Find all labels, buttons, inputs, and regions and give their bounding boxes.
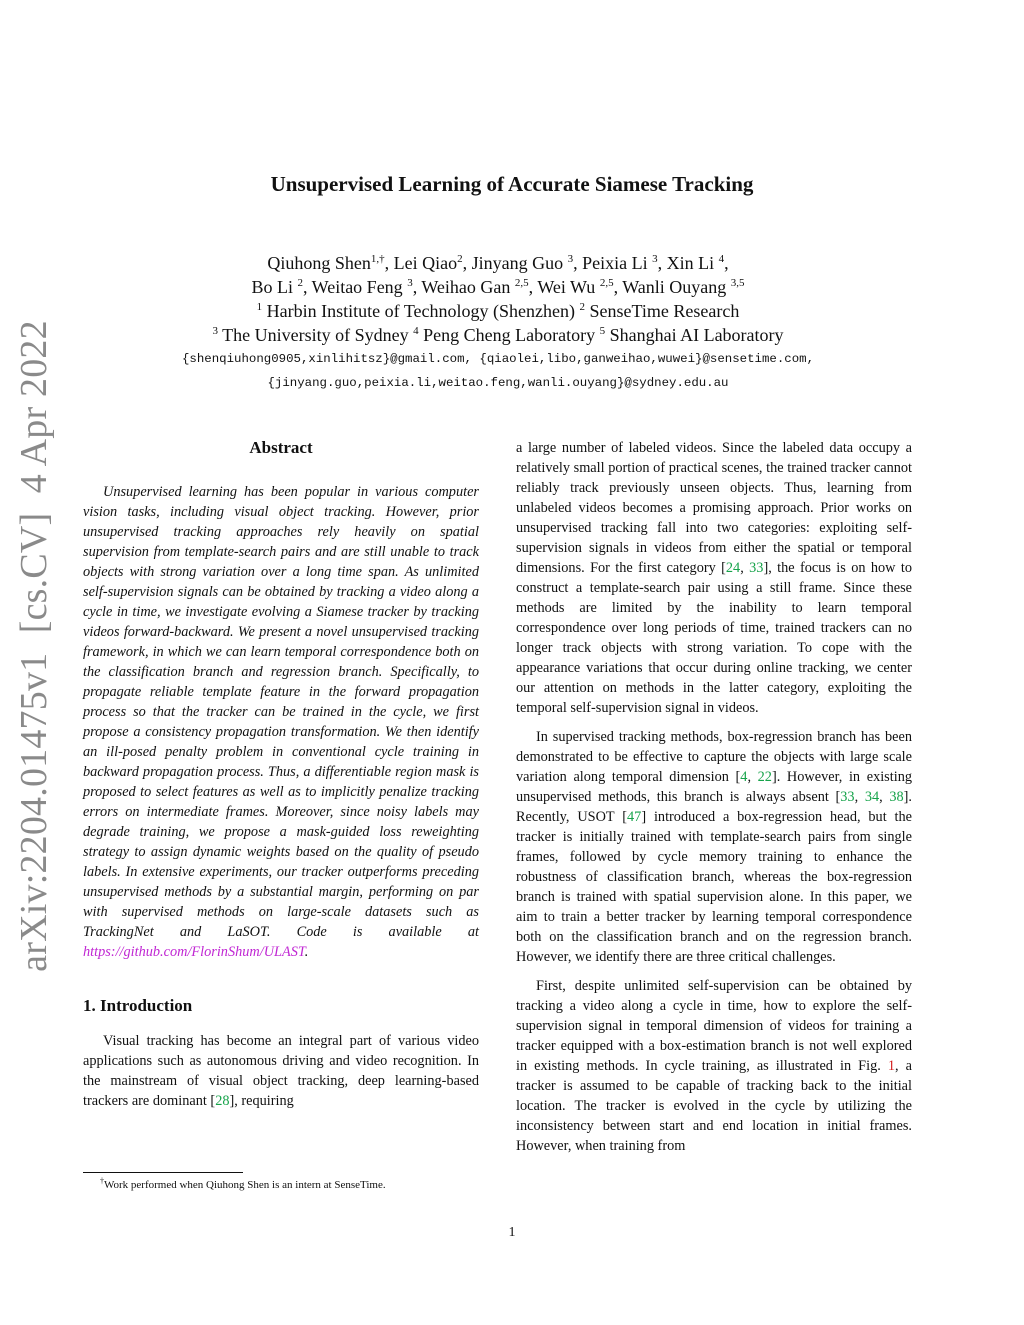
citation-link[interactable]: 34 (864, 789, 880, 805)
footnote (100, 1178, 386, 1192)
affiliation-marker: 1 (256, 301, 263, 313)
author-affiliation-marker: 4 (718, 253, 725, 265)
author-name: Lei Qiao (393, 253, 458, 273)
footnote-divider (83, 1172, 243, 1173)
author-affiliation-marker: 3 (567, 253, 574, 265)
citation-separator: , (740, 560, 750, 576)
author-separator: , (724, 253, 729, 273)
email-line: {jinyang.guo,peixia.li,weitao.feng,wanli.ouyang}@sydney.edu.au (267, 376, 729, 390)
right-column (516, 438, 912, 1156)
author-name: Xin Li (666, 253, 719, 273)
left-column (83, 437, 479, 1111)
abstract-text: Unsupervised learning has been popular in various computer vision tasks, including visual object tracking. However, prior unsupervised tracking approaches rely heavily on spatial supervision from template-search pairs and are still unable to track objects with strong variation over a long time span. As unlimited self-supervision signals can be obtained by tracking a video along a cycle in time, we investigate evolving a Siamese tracker by tracking videos forward-backward. We present a novel unsupervised tracking framework, in which we can learn temporal correspondence both on the classification branch and regression branch. Specifically, to propagate reliable template feature in the forward propagation process so that the tracker can be trained in the cycle, we first propose a consistency propagation transformation. We then identify an ill-posed penalty problem in conventional cycle training in backward propagation process. Thus, a differentiable region mask is proposed to select features as well as to implicitly penalize tracking errors on intermediate frames. Moreover, since noisy labels may degrade training, we propose a mask-guided loss reweighting strategy to assign dynamic weights based on the quality of pseudo labels. In extensive experiments, our tracker outperforms preceding unsupervised methods by a substantial margin, performing on par with supervised methods on large-scale datasets such as TrackingNet and LaSOT. Code is available at (83, 484, 479, 940)
abstract-body (83, 482, 479, 962)
author-name: Weihao Gan (421, 277, 515, 297)
arxiv-identifier: arXiv:2204.01475v1 [cs.CV] 4 Apr 2022 (13, 320, 55, 972)
page-number: 1 (508, 1225, 516, 1240)
author-name: Wanli Ouyang (622, 277, 731, 297)
affiliation-line (100, 323, 896, 347)
author-separator: , (412, 277, 422, 297)
author-affiliation-marker: 3,5 (730, 277, 745, 289)
author-name: Wei Wu (537, 277, 600, 297)
author-affiliation-marker: 3 (652, 253, 658, 265)
affiliation-name: The University of Sydney (217, 325, 414, 345)
abstract-end: . (304, 944, 309, 960)
author-separator: , (613, 277, 623, 297)
citation-link[interactable]: 33 (749, 560, 764, 576)
citation-separator: , (747, 769, 758, 785)
affiliation-marker: 5 (599, 325, 606, 337)
affiliation-marker: 3 (212, 325, 218, 337)
affiliation-name: SenseTime Research (585, 301, 740, 321)
email-block (60, 347, 936, 395)
affiliation-line (100, 299, 896, 323)
introduction-heading: 1. Introduction (83, 996, 193, 1015)
author-affiliation-marker: 2 (457, 253, 463, 265)
author-separator: , (302, 277, 312, 297)
author-name: Bo Li (251, 277, 298, 297)
author-name: Weitao Feng (311, 277, 408, 297)
citation-separator: , (854, 789, 865, 805)
citation-separator: , (879, 789, 890, 805)
author-affiliation-marker: 3 (407, 277, 413, 289)
intro-text: Visual tracking has become an integral part of various video applications such as autonomous driving and video recognition. In the mainstream of visual object tracking, deep learning-based trackers are dominant [ (83, 1033, 479, 1109)
body-paragraph (516, 438, 912, 718)
author-name: Peixia Li (582, 253, 653, 273)
paper-title: Unsupervised Learning of Accurate Siamese Tracking (270, 172, 754, 196)
body-paragraph (516, 727, 912, 967)
author-separator: , (384, 253, 394, 273)
intro-text: ], requiring (229, 1093, 294, 1109)
author-separator: , (573, 253, 583, 273)
body-text: ], the focus is on how to construct a template-search pair using a still frame. Since these methods are limited by the inability to learn temporal correspondence over long periods of time, trained trackers can no longer track objects with strong variation. To cope with the appearance variations that occur during online tracking, we center our attention on methods in the latter category, exploiting the temporal self-supervision signal in videos. (516, 560, 912, 716)
citation-link[interactable]: 28 (215, 1093, 230, 1109)
author-separator: , (657, 253, 667, 273)
citation-link[interactable]: 22 (757, 769, 772, 785)
abstract-heading: Abstract (249, 438, 313, 457)
code-url-link[interactable]: https://github.com/FlorinShum/ULAST (83, 944, 305, 960)
affiliation-marker: 4 (413, 325, 419, 337)
body-text: In supervised tracking methods, box-regression branch has been demonstrated to be effective to capture the objects with large scale variation along temporal dimension [ (516, 729, 912, 785)
citation-link[interactable]: 47 (627, 809, 642, 825)
intro-paragraph (83, 1031, 479, 1111)
citation-link[interactable]: 4 (740, 769, 748, 785)
body-text: , a tracker is assumed to be capable of tracking back to the initial location. The tracker is evolved in the cycle by utilizing the inconsistency between start and end location in initial frames. However, when training from (516, 1058, 912, 1154)
author-line (100, 275, 896, 299)
body-paragraph (516, 976, 912, 1156)
author-separator: , (528, 277, 538, 297)
email-line: {shenqiuhong0905,xinlihitsz}@gmail.com, {qiaolei,libo,ganweihao,wuwei}@sensetime.com, (181, 352, 815, 366)
citation-link[interactable]: 33 (840, 789, 855, 805)
footnote-text: Work performed when Qiuhong Shen is an intern at SenseTime. (104, 1179, 386, 1191)
citation-link[interactable]: 24 (725, 560, 741, 576)
footnote-mark: † (100, 1176, 104, 1186)
author-affiliation-marker: 2,5 (599, 277, 614, 289)
figure-reference-link[interactable]: 1 (887, 1058, 896, 1074)
affiliation-name: Shanghai AI Laboratory (605, 325, 784, 345)
body-text: First, despite unlimited self-supervision can be obtained by tracking a video along a cycle in time, how to explore the self-supervision signal in temporal dimension of videos for training a tracker equipped with a box-estimation branch is not well explored in existing methods. In cycle training, as illustrated in Fig. (516, 978, 912, 1074)
body-text: ] introduced a box-regression head, but the tracker is initially trained with template-search pairs from single frames, followed by cycle memory training to enhance the robustness of classification branch, whereas the box-regression branch is trained with spatial supervision alone. In this paper, we aim to train a better tracker by learning temporal correspondence both on the classification branch and on the regression branch. However, we identify there are three critical challenges. (516, 809, 913, 965)
body-text: a large number of labeled videos. Since the labeled data occupy a relatively small portion of practical scenes, the trained tracker cannot reliably track previously unseen objects. Thus, learning from unlabeled videos becomes a promising approach. Prior works on unsupervised tracking fall into two categories: exploiting self-supervision signals in videos from either the spatial or temporal dimensions. For the first category [ (516, 440, 912, 576)
body-text: ]. Recently, USOT [ (516, 789, 912, 825)
author-affiliation-marker: 2 (297, 277, 303, 289)
author-affiliation-marker: 1,† (370, 253, 385, 265)
affiliation-marker: 2 (579, 301, 586, 313)
body-text: ]. However, in existing unsupervised methods, this branch is always absent [ (516, 769, 912, 805)
author-name: Qiuhong Shen (267, 253, 371, 273)
affiliation-name: Peng Cheng Laboratory (418, 325, 600, 345)
affiliation-name: Harbin Institute of Technology (Shenzhen) (262, 301, 580, 321)
author-affiliation-marker: 2,5 (514, 277, 529, 289)
author-separator: , (462, 253, 472, 273)
author-line (100, 251, 896, 275)
citation-link[interactable]: 38 (889, 789, 904, 805)
author-block (100, 251, 896, 347)
author-name: Jinyang Guo (471, 253, 568, 273)
